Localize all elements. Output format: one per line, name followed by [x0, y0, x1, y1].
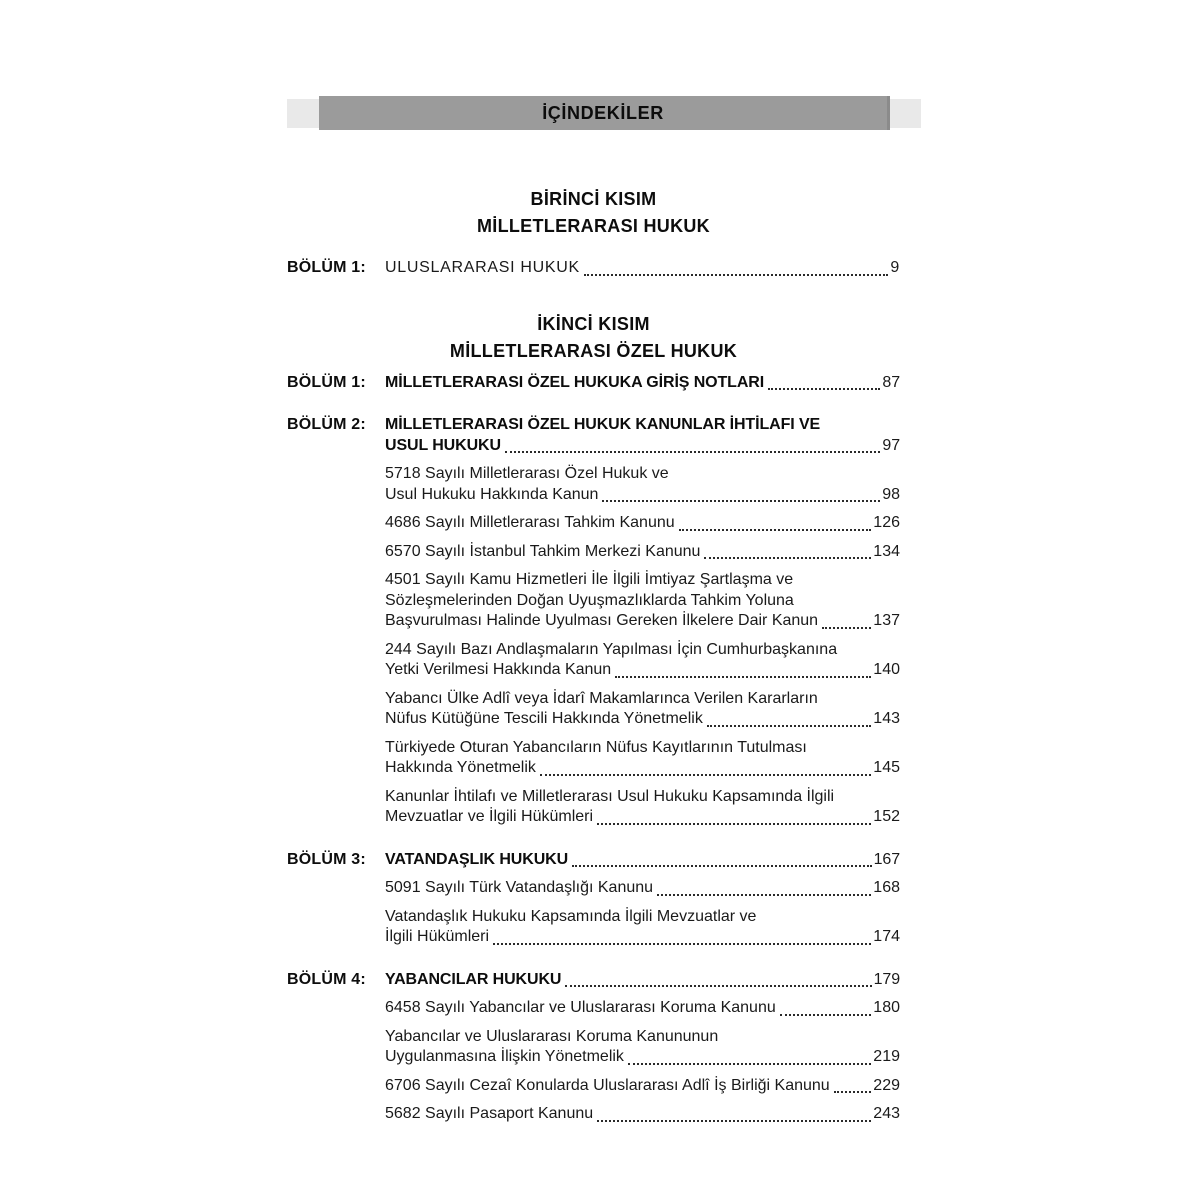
dot-leader	[493, 943, 871, 945]
kisim-section	[287, 311, 900, 1125]
entry-line	[385, 485, 900, 506]
dot-leader	[780, 1014, 872, 1016]
toc-entry	[287, 738, 900, 779]
kisim-subtitle: MİLLETLERARASI ÖZEL HUKUK	[449, 340, 738, 361]
toc-entry	[287, 513, 900, 534]
page-title: İÇİNDEKİLER	[542, 102, 664, 123]
entry-text: Nüfus Kütüğüne Tescili Hakkında Yönetmelik	[385, 710, 703, 727]
dot-leader	[540, 774, 871, 776]
entry-text: İlgili Hükümleri	[385, 928, 490, 945]
entry-line	[385, 998, 900, 1019]
page-header	[319, 96, 890, 130]
entry-text: 6570 Sayılı İstanbul Tahkim Merkezi Kanunu	[385, 542, 701, 560]
entry-text: Mevzuatlar ve İlgili Hükümleri	[385, 808, 594, 825]
toc-entry	[287, 1076, 900, 1097]
page-number: 126	[873, 514, 900, 531]
toc-entry	[287, 998, 900, 1019]
entry-text: VATANDAŞLIK HUKUKU	[385, 850, 569, 868]
chapter-label: BÖLÜM 2:	[287, 416, 366, 433]
entry-text: 6458 Sayılı Yabancılar ve Uluslararası Koruma Kanunu	[385, 999, 776, 1016]
toc-entry	[287, 258, 900, 279]
entry-line	[385, 807, 900, 828]
entry-body	[385, 907, 900, 948]
entry-line: 244 Sayılı Bazı Andlaşmaların Yapılması İçin Cumhurbaşkanına	[385, 640, 838, 658]
entry-line	[385, 927, 900, 948]
kisim-subtitle: MİLLETLERARASI HUKUK	[477, 216, 710, 236]
entry-text: Yetki Verilmesi Hakkında Kanun	[385, 661, 612, 678]
dot-leader	[628, 1063, 871, 1065]
dot-leader	[597, 823, 871, 825]
page-number: 179	[873, 970, 900, 988]
page-number: 243	[873, 1105, 900, 1122]
toc-entry	[287, 787, 900, 828]
entry-line	[385, 850, 900, 871]
toc-entry	[287, 464, 900, 505]
entry-text: USUL HUKUKU	[385, 436, 501, 454]
entry-body	[385, 850, 900, 871]
entry-line	[385, 542, 900, 563]
entry-line: 4501 Sayılı Kamu Hizmetleri İle İlgili İmtiyaz Şartlaşma ve	[385, 571, 794, 588]
toc-entry	[287, 689, 900, 730]
entry-line	[385, 611, 900, 632]
entry-line	[385, 513, 900, 534]
dot-leader	[704, 557, 871, 559]
page-number: 9	[890, 259, 900, 276]
entry-text: ULUSLARARASI HUKUK	[385, 259, 580, 276]
entry-body	[385, 258, 900, 279]
kisim-title: BİRİNCİ KISIM	[530, 189, 657, 209]
entry-text: Hakkında Yönetmelik	[385, 759, 536, 776]
entry-line	[385, 709, 900, 730]
dot-leader	[597, 1120, 871, 1122]
page-number: 97	[882, 436, 900, 454]
entry-line	[385, 373, 900, 394]
entry-body	[385, 1104, 900, 1125]
dot-leader	[834, 1091, 872, 1093]
entry-body	[385, 640, 900, 681]
entry-line	[385, 660, 900, 681]
page-number: 143	[873, 710, 900, 727]
entry-line	[385, 758, 900, 779]
entry-line	[385, 1047, 900, 1068]
entry-body	[385, 970, 900, 991]
entry-line	[385, 970, 900, 991]
page-number: 219	[873, 1048, 900, 1065]
entry-body	[385, 689, 900, 730]
page-number: 87	[882, 373, 900, 391]
toc-entry	[287, 970, 900, 991]
entry-body	[385, 878, 900, 899]
entry-body	[385, 513, 900, 534]
dot-leader	[822, 627, 871, 629]
kisim-section	[287, 186, 900, 279]
entry-text: 5091 Sayılı Türk Vatandaşlığı Kanunu	[385, 879, 654, 896]
page-number: 98	[882, 485, 900, 503]
entry-line: Sözleşmelerinden Doğan Uyuşmazlıklarda Tahkim Yoluna	[385, 591, 794, 609]
page-number: 229	[873, 1076, 900, 1094]
chapter-label: BÖLÜM 1:	[287, 373, 366, 391]
entry-body	[385, 542, 900, 563]
entry-body	[385, 738, 900, 779]
entry-line	[385, 878, 900, 899]
toc-entry	[287, 850, 900, 871]
entries-list	[287, 258, 900, 279]
dot-leader	[768, 388, 880, 390]
entry-line: Vatandaşlık Hukuku Kapsamında İlgili Mevzuatlar ve	[385, 907, 757, 925]
entry-body	[385, 373, 900, 394]
dot-leader	[505, 451, 880, 453]
entry-line: Kanunlar İhtilafı ve Milletlerarası Usul Hukuku Kapsamında İlgili	[385, 787, 835, 805]
entry-text: 6706 Sayılı Cezaî Konularda Uluslararası Adlî İş Birliği Kanunu	[385, 1076, 830, 1094]
entry-line	[385, 1104, 900, 1125]
page-number: 137	[873, 612, 900, 629]
dot-leader	[707, 725, 871, 727]
page-number: 174	[873, 928, 900, 945]
page-number: 168	[873, 879, 900, 896]
header-strip	[287, 99, 921, 128]
entry-line: MİLLETLERARASI ÖZEL HUKUK KANUNLAR İHTİLAFI VE	[385, 416, 821, 433]
toc-entry	[287, 907, 900, 948]
chapter-label: BÖLÜM 4:	[287, 970, 366, 988]
toc-content	[287, 150, 900, 1125]
toc-entry	[287, 373, 900, 394]
entry-body	[385, 998, 900, 1019]
dot-leader	[602, 500, 880, 502]
entry-body	[385, 570, 900, 632]
entry-line	[385, 436, 900, 457]
toc-entry	[287, 640, 900, 681]
entry-text: 5682 Sayılı Pasaport Kanunu	[385, 1105, 594, 1122]
entry-line: Yabancı Ülke Adlî veya İdarî Makamlarınca Verilen Kararların	[385, 689, 818, 707]
entry-body	[385, 464, 900, 505]
entry-line: 5718 Sayılı Milletlerarası Özel Hukuk ve	[385, 465, 669, 482]
kisim-title: İKİNCİ KISIM	[537, 313, 650, 334]
toc-entry	[287, 542, 900, 563]
dot-leader	[565, 985, 871, 987]
entry-body	[385, 787, 900, 828]
toc-entry	[287, 878, 900, 899]
entry-body	[385, 1076, 900, 1097]
dot-leader	[657, 894, 871, 896]
page-number: 140	[873, 661, 900, 678]
page-number: 145	[873, 759, 900, 776]
page-number: 180	[873, 999, 900, 1016]
chapter-label: BÖLÜM 1:	[287, 259, 366, 276]
toc-entry	[287, 1104, 900, 1125]
entry-text: Başvurulması Halinde Uyulması Gereken İlkelere Dair Kanun	[385, 612, 819, 629]
entry-text: MİLLETLERARASI ÖZEL HUKUKA GİRİŞ NOTLARI	[385, 373, 765, 391]
page-number: 167	[873, 850, 900, 868]
entry-line	[385, 258, 900, 279]
dot-leader	[615, 676, 871, 678]
toc-entry	[287, 1027, 900, 1068]
chapter-label: BÖLÜM 3:	[287, 850, 366, 868]
entry-body	[385, 1027, 900, 1068]
dot-leader	[679, 529, 872, 531]
toc-entry	[287, 415, 900, 456]
dot-leader	[572, 865, 872, 867]
page-number: 152	[873, 808, 900, 825]
entry-text: Usul Hukuku Hakkında Kanun	[385, 485, 599, 503]
page-number: 134	[873, 542, 900, 560]
entry-text: Uygulanmasına İlişkin Yönetmelik	[385, 1048, 624, 1065]
dot-leader	[584, 274, 889, 276]
entry-text: 4686 Sayılı Milletlerarası Tahkim Kanunu	[385, 514, 675, 531]
entry-line: Türkiyede Oturan Yabancıların Nüfus Kayıtlarının Tutulması	[385, 738, 807, 756]
entry-line	[385, 1076, 900, 1097]
entry-text: YABANCILAR HUKUKU	[385, 970, 562, 988]
toc-entry	[287, 570, 900, 632]
entries-list	[287, 373, 900, 1125]
entry-line: Yabancılar ve Uluslararası Koruma Kanununun	[385, 1027, 719, 1045]
entry-body	[385, 415, 900, 456]
